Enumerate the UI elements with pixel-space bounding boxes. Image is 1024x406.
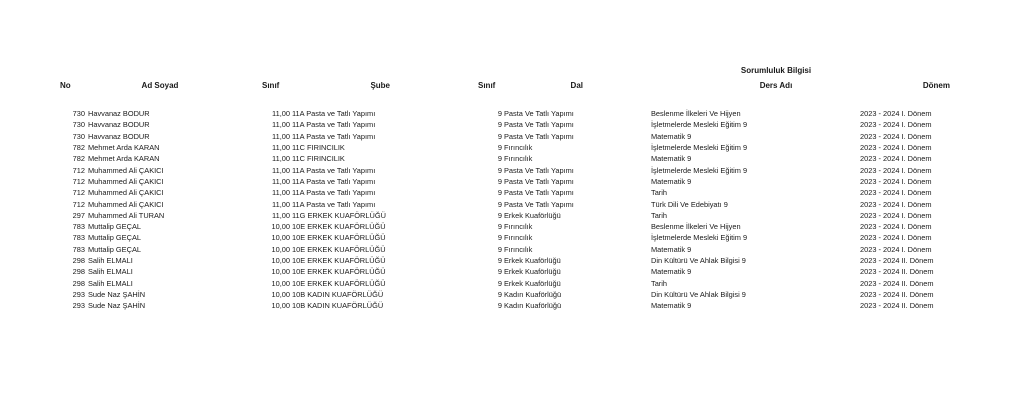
cell-grade: 9 <box>497 301 502 311</box>
cell-grade: 9 <box>497 142 502 152</box>
table-row <box>0 233 1024 244</box>
cell-class-level: 10,00 <box>271 244 290 254</box>
cell-grade: 9 <box>497 267 502 277</box>
table-row <box>0 109 1024 120</box>
cell-class-level: 11,00 <box>272 142 290 152</box>
cell-course: Din Kültürü Ve Ahlak Bilgisi 9 <box>651 256 746 266</box>
cell-branch: 11A Pasta ve Tatlı Yapımı <box>292 109 376 118</box>
cell-branch: 10E ERKEK KUAFÖRLÜĞÜ <box>292 278 386 288</box>
cell-branch: 11A Pasta ve Tatlı Yapımı <box>292 131 376 141</box>
cell-class-level: 11,00 <box>272 120 290 130</box>
table-row <box>0 166 1024 177</box>
column-header-class-level: Sınıf <box>262 81 280 90</box>
cell-no: 293 <box>72 301 85 311</box>
cell-no: 298 <box>72 256 85 266</box>
column-header-field: Dal <box>570 81 583 90</box>
cell-class-level: 11,00 <box>272 154 290 164</box>
cell-no: 730 <box>72 131 85 141</box>
cell-name: Mehmet Arda KARAN <box>88 154 160 164</box>
cell-course: İşletmelerde Mesleki Eğitim 9 <box>651 165 748 175</box>
cell-branch: 10E ERKEK KUAFÖRLÜĞÜ <box>292 256 386 266</box>
column-header-name: Ad Soyad <box>141 81 179 90</box>
cell-field: Fırıncılık <box>504 222 533 232</box>
cell-name: Muhammed Ali ÇAKICI <box>88 176 164 186</box>
cell-no: 712 <box>72 176 85 186</box>
cell-class-level: 11,00 <box>272 109 290 118</box>
cell-term: 2023 - 2024 II. Dönem <box>860 278 934 288</box>
cell-term: 2023 - 2024 I. Dönem <box>860 222 932 232</box>
cell-name: Salih ELMALI <box>88 278 133 288</box>
cell-no: 783 <box>72 222 85 232</box>
cell-no: 293 <box>72 290 85 299</box>
cell-name: Muttalip GEÇAL <box>88 244 141 254</box>
cell-term: 2023 - 2024 II. Dönem <box>860 301 934 311</box>
cell-branch: 11A Pasta ve Tatlı Yapımı <box>292 165 376 175</box>
cell-branch: 11A Pasta ve Tatlı Yapımı <box>292 199 376 209</box>
cell-no: 297 <box>72 210 85 220</box>
cell-course: İşletmelerde Mesleki Eğitim 9 <box>651 120 748 130</box>
table-row <box>0 120 1024 131</box>
cell-field: Erkek Kuaförlüğü <box>504 256 561 266</box>
cell-no: 298 <box>72 267 85 277</box>
cell-class-level: 10,00 <box>271 222 290 232</box>
cell-field: Fırıncılık <box>504 244 533 254</box>
cell-course: Tarih <box>651 188 668 198</box>
cell-course: Türk Dili Ve Edebiyatı 9 <box>651 199 728 209</box>
table-row <box>0 132 1024 143</box>
table-row <box>0 154 1024 165</box>
cell-no: 298 <box>72 278 85 288</box>
table-row <box>0 245 1024 256</box>
cell-branch: 10E ERKEK KUAFÖRLÜĞÜ <box>292 222 386 232</box>
cell-term: 2023 - 2024 I. Dönem <box>860 142 932 152</box>
cell-no: 730 <box>72 120 85 130</box>
cell-no: 783 <box>72 233 85 243</box>
cell-class-level: 10,00 <box>271 233 290 243</box>
cell-no: 783 <box>72 244 85 254</box>
cell-course: Din Kültürü Ve Ahlak Bilgisi 9 <box>651 290 746 299</box>
cell-field: Fırıncılık <box>504 154 533 164</box>
cell-field: Fırıncılık <box>504 233 533 243</box>
cell-term: 2023 - 2024 I. Dönem <box>860 188 932 198</box>
table-row <box>0 290 1024 301</box>
cell-grade: 9 <box>497 188 502 198</box>
cell-grade: 9 <box>497 244 502 254</box>
cell-grade: 9 <box>497 210 502 220</box>
cell-term: 2023 - 2024 I. Dönem <box>860 165 932 175</box>
records-table <box>0 109 1024 313</box>
cell-class-level: 11,00 <box>272 199 290 209</box>
cell-branch: 10B KADIN KUAFÖRLÜĞÜ <box>292 301 384 311</box>
cell-course: İşletmelerde Mesleki Eğitim 9 <box>651 142 748 152</box>
cell-class-level: 11,00 <box>272 131 290 141</box>
cell-field: Pasta Ve Tatlı Yapımı <box>504 199 574 209</box>
cell-grade: 9 <box>497 256 502 266</box>
cell-name: Muhammed Ali ÇAKICI <box>88 165 164 175</box>
cell-class-level: 10,00 <box>271 278 290 288</box>
cell-branch: 11C FIRINCILIK <box>292 154 345 164</box>
cell-field: Pasta Ve Tatlı Yapımı <box>504 120 574 130</box>
cell-field: Erkek Kuaförlüğü <box>504 267 561 277</box>
cell-field: Pasta Ve Tatlı Yapımı <box>504 165 574 175</box>
cell-term: 2023 - 2024 I. Dönem <box>860 199 932 209</box>
cell-name: Mehmet Arda KARAN <box>88 142 160 152</box>
cell-class-level: 10,00 <box>271 267 290 277</box>
cell-grade: 9 <box>497 165 502 175</box>
cell-grade: 9 <box>497 131 502 141</box>
cell-class-level: 11,00 <box>272 176 290 186</box>
cell-no: 782 <box>72 142 85 152</box>
cell-course: Matematik 9 <box>651 131 692 141</box>
cell-class-level: 11,00 <box>272 165 290 175</box>
cell-term: 2023 - 2024 II. Dönem <box>860 290 934 299</box>
cell-course: Beslenme İlkeleri Ve Hijyen <box>651 222 741 232</box>
table-row <box>0 301 1024 312</box>
table-row <box>0 143 1024 154</box>
cell-term: 2023 - 2024 I. Dönem <box>860 244 932 254</box>
table-row <box>0 177 1024 188</box>
column-header-no: No <box>60 81 71 90</box>
cell-term: 2023 - 2024 I. Dönem <box>860 210 932 220</box>
cell-field: Erkek Kuaförlüğü <box>504 278 561 288</box>
cell-term: 2023 - 2024 I. Dönem <box>860 233 932 243</box>
cell-no: 712 <box>72 165 85 175</box>
table-row <box>0 256 1024 267</box>
cell-grade: 9 <box>497 222 502 232</box>
cell-branch: 11G ERKEK KUAFÖRLÜĞÜ <box>292 210 386 220</box>
cell-name: Muttalip GEÇAL <box>88 233 141 243</box>
cell-name: Muhammed Ali ÇAKICI <box>88 188 164 198</box>
cell-no: 730 <box>72 109 85 118</box>
cell-class-level: 10,00 <box>271 290 290 299</box>
cell-course: Matematik 9 <box>651 267 692 277</box>
cell-branch: 10E ERKEK KUAFÖRLÜĞÜ <box>292 233 386 243</box>
cell-name: Muhammed Ali ÇAKICI <box>88 199 164 209</box>
cell-term: 2023 - 2024 II. Dönem <box>860 267 934 277</box>
cell-course: Beslenme İlkeleri Ve Hijyen <box>651 109 741 118</box>
cell-term: 2023 - 2024 I. Dönem <box>860 131 932 141</box>
cell-no: 712 <box>72 188 85 198</box>
cell-grade: 9 <box>497 233 502 243</box>
cell-course: Matematik 9 <box>651 301 692 311</box>
cell-field: Kadın Kuaförlüğü <box>504 290 562 299</box>
cell-course: Matematik 9 <box>651 244 692 254</box>
responsibility-info-header: Sorumluluk Bilgisi <box>740 66 812 75</box>
cell-branch: 11A Pasta ve Tatlı Yapımı <box>292 176 376 186</box>
cell-grade: 9 <box>497 176 502 186</box>
cell-class-level: 10,00 <box>271 301 290 311</box>
cell-branch: 11C FIRINCILIK <box>292 142 345 152</box>
cell-course: İşletmelerde Mesleki Eğitim 9 <box>651 233 748 243</box>
table-row <box>0 211 1024 222</box>
table-row <box>0 267 1024 278</box>
cell-term: 2023 - 2024 I. Dönem <box>860 176 932 186</box>
column-header-grade: Sınıf <box>478 81 496 90</box>
cell-course: Tarih <box>651 278 668 288</box>
cell-branch: 10E ERKEK KUAFÖRLÜĞÜ <box>292 267 386 277</box>
cell-field: Pasta Ve Tatlı Yapımı <box>504 176 574 186</box>
cell-branch: 11A Pasta ve Tatlı Yapımı <box>292 120 376 130</box>
cell-name: Sude Naz ŞAHİN <box>88 290 146 299</box>
cell-no: 712 <box>72 199 85 209</box>
cell-name: Salih ELMALI <box>88 267 133 277</box>
cell-course: Matematik 9 <box>651 176 692 186</box>
cell-class-level: 10,00 <box>271 256 290 266</box>
cell-name: Sude Naz ŞAHİN <box>88 301 146 311</box>
cell-name: Muttalip GEÇAL <box>88 222 141 232</box>
column-header-term: Dönem <box>922 81 950 90</box>
cell-name: Havvanaz BODUR <box>88 131 150 141</box>
cell-field: Kadın Kuaförlüğü <box>504 301 562 311</box>
cell-no: 782 <box>72 154 85 164</box>
table-row <box>0 200 1024 211</box>
cell-field: Pasta Ve Tatlı Yapımı <box>504 109 574 118</box>
cell-course: Matematik 9 <box>651 154 692 164</box>
cell-name: Havvanaz BODUR <box>88 120 150 130</box>
table-row <box>0 188 1024 199</box>
column-header-course: Ders Adı <box>759 81 793 90</box>
cell-class-level: 11,00 <box>272 210 290 220</box>
table-row <box>0 222 1024 233</box>
cell-field: Pasta Ve Tatlı Yapımı <box>504 131 574 141</box>
cell-grade: 9 <box>497 278 502 288</box>
cell-branch: 11A Pasta ve Tatlı Yapımı <box>292 188 376 198</box>
cell-branch: 10B KADIN KUAFÖRLÜĞÜ <box>292 290 384 299</box>
cell-field: Fırıncılık <box>504 142 533 152</box>
cell-name: Muhammed Ali TURAN <box>88 210 165 220</box>
cell-grade: 9 <box>497 199 502 209</box>
cell-name: Havvanaz BODUR <box>88 109 150 118</box>
cell-field: Erkek Kuaförlüğü <box>504 210 561 220</box>
column-header-branch: Şube <box>370 81 390 90</box>
cell-grade: 9 <box>497 120 502 130</box>
cell-term: 2023 - 2024 I. Dönem <box>860 109 932 118</box>
table-row <box>0 279 1024 290</box>
cell-name: Salih ELMALI <box>88 256 133 266</box>
cell-course: Tarih <box>651 210 668 220</box>
cell-term: 2023 - 2024 I. Dönem <box>860 120 932 130</box>
cell-field: Pasta Ve Tatlı Yapımı <box>504 188 574 198</box>
cell-term: 2023 - 2024 I. Dönem <box>860 154 932 164</box>
cell-grade: 9 <box>497 154 502 164</box>
cell-grade: 9 <box>497 109 502 118</box>
cell-grade: 9 <box>497 290 502 299</box>
cell-class-level: 11,00 <box>272 188 290 198</box>
cell-branch: 10E ERKEK KUAFÖRLÜĞÜ <box>292 244 386 254</box>
cell-term: 2023 - 2024 II. Dönem <box>860 256 934 266</box>
